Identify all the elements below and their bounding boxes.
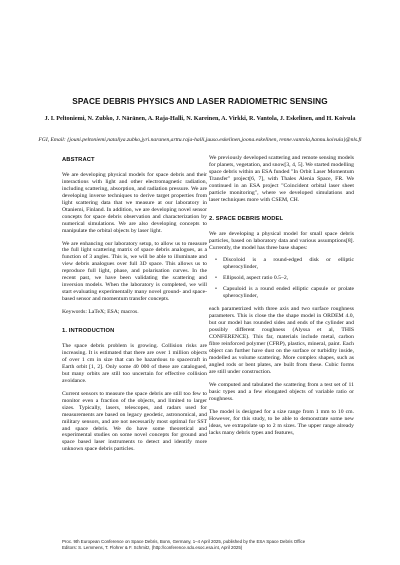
page-footer [62,539,350,550]
list-item: • Discoloid is a round-edged disk or elliptic spherocylinder, [223,257,354,271]
model-paragraph-1: We are developing a physical model for small space debris particles, based on laboratory data and various assumptions[8]. Currently, the model has three base shapes: [209,230,354,251]
right-column [209,155,354,442]
left-column [62,155,207,459]
paper-title: SPACE DEBRIS PHYSICS AND LASER RADIOMETRIC SENSING [72,97,328,106]
background-paragraph: We previously developed scattering and remote sensing models for planets, vegetation, and snow[3, 4, 5]. We started modelling space debris within an ESA funded "In Orbit Laser Momentum Transfer" project[6, 7], with Thales Alenia Space, FR. We continued in an ESA project "Coincident orbital laser sheet particle monitoring", where we developed simulations and laser techniques more with CSEM, CH. [209,155,354,203]
footer-line-2: Editors: S. Lemmens, T. Flohrer & F. Schmitz, (http://conference.sdo.esoc.esa.int, April 2025) [62,544,243,550]
model-paragraph-3: We computed and tabulated the scattering from a test set of 11 basic types and a few elongated objects of variable ratio or roughness. [209,381,354,402]
abstract-paragraph-2: We are enhancing our laboratory setup, to allow us to measure the full light scattering matrix of space debris analogues, as a function of 3 angles. This is, we will be able to illuminate and view debris analogues over full 3D space. This allows us to reproduce full light, phase, and polarisation curves. In the recent past, we have been validating the scattering and inversion models. When the laboratory is completed, we will start evaluating experimentally many novel ground- and space-based sensor and momentum transfer concepts. [62,240,207,303]
author-list: J. I. Peltoniemi, N. Zubko, J. Näränen, A. Raja-Halli, N. Kareinen, A. Virkki, R. Vantola, J. Eskelinen, and H. Koivula [44,115,356,122]
abstract-paragraph-1: We are developing physical models for space debris and their interactions with light and other electromagnetic radiation, including scattering, absorption, and radiation pressure. We are developing inverse techniques to derive target properties from light scattering data that we measure at our laboratory in Otaniemi, Finland. In addition, we are developing novel sensor concepts for space debris observation and characterization by numerical simulations. We are also developing concepts to manipulate the orbital objects by laser light. [62,171,207,234]
introduction-heading: 1. INTRODUCTION [62,328,115,335]
footer-line-1: Proc. 9th European Conference on Space Debris, Bonn, Germany, 1–4 April 2025, published by the ESA Space Debris Office [62,539,306,544]
model-paragraph-2: each parametrized with three axis and two surface roughness parameters. This is close the the shape model in ORDEM 4.0, but our model has rounded sides and ends of the cylinder and possibly different roughness (Alyssa et al, THIS CONFERENCE). This far, materials include metal, carbon fibre reinforced polymer (CFRP), plastics, mineral, paint. Each object can further have dust on the surface or turbidity inside, modelled as volume scattering. More complex shapes, such as angled rods or bent plates, are built from these. Cubic forms are still under construction. [209,306,354,375]
introduction-paragraph-2: Current sensors to measure the space debris are still too few to monitor even a fraction of the objects, and limited to larger sizes. Typically, lasers, telescopes, and radars used for measurements are based on legacy geodetic, astronomical, and military sensors, and are not necessarily most optimal for SST and space debris. We do have some theoretical and experimental studies on some novel concepts for ground and space based laser instruments to detect and identify more unknown space debris particles. [62,390,207,453]
list-item: • Capsuloid is a round ended elliptic capsule or prolate spherocylinder, [223,286,354,300]
affiliation: FGI, Email: {jouni.peltoniemi,nataliya.zubko,jyri.naranen,arttu.raja-halli,juuso.eskelinen,joona.eskelinen, renne.vantola,hannu.koivula}@nls.fi [38,137,362,143]
keywords: Keywords: LaTeX; ESA; macros. [62,309,139,316]
shape-list [209,257,354,300]
list-item: • Ellipsoid, aspect ratio 0.5–2, [223,275,354,282]
introduction-paragraph-1: The space debris problem is growing. Collision risks are increasing. It is estimated that there are over 1 million objects of over 1 cm in size that can be hazardous to spacecraft in Earth orbit [1, 2]. Only some 40 000 of these are catalogued, but many orbits are still too uncertain for effective collision avoidance. [62,343,207,384]
abstract-heading: ABSTRACT [62,157,95,163]
model-paragraph-4: The model is designed for a size range from 1 mm to 10 cm. However, for this study, to be able to demonstrate some new ideas, we extrapolate up to 2 m sizes. The upper range already lacks many debris types and features, [209,408,354,436]
space-debris-model-heading: 2. SPACE DEBRIS MODEL [209,215,284,222]
